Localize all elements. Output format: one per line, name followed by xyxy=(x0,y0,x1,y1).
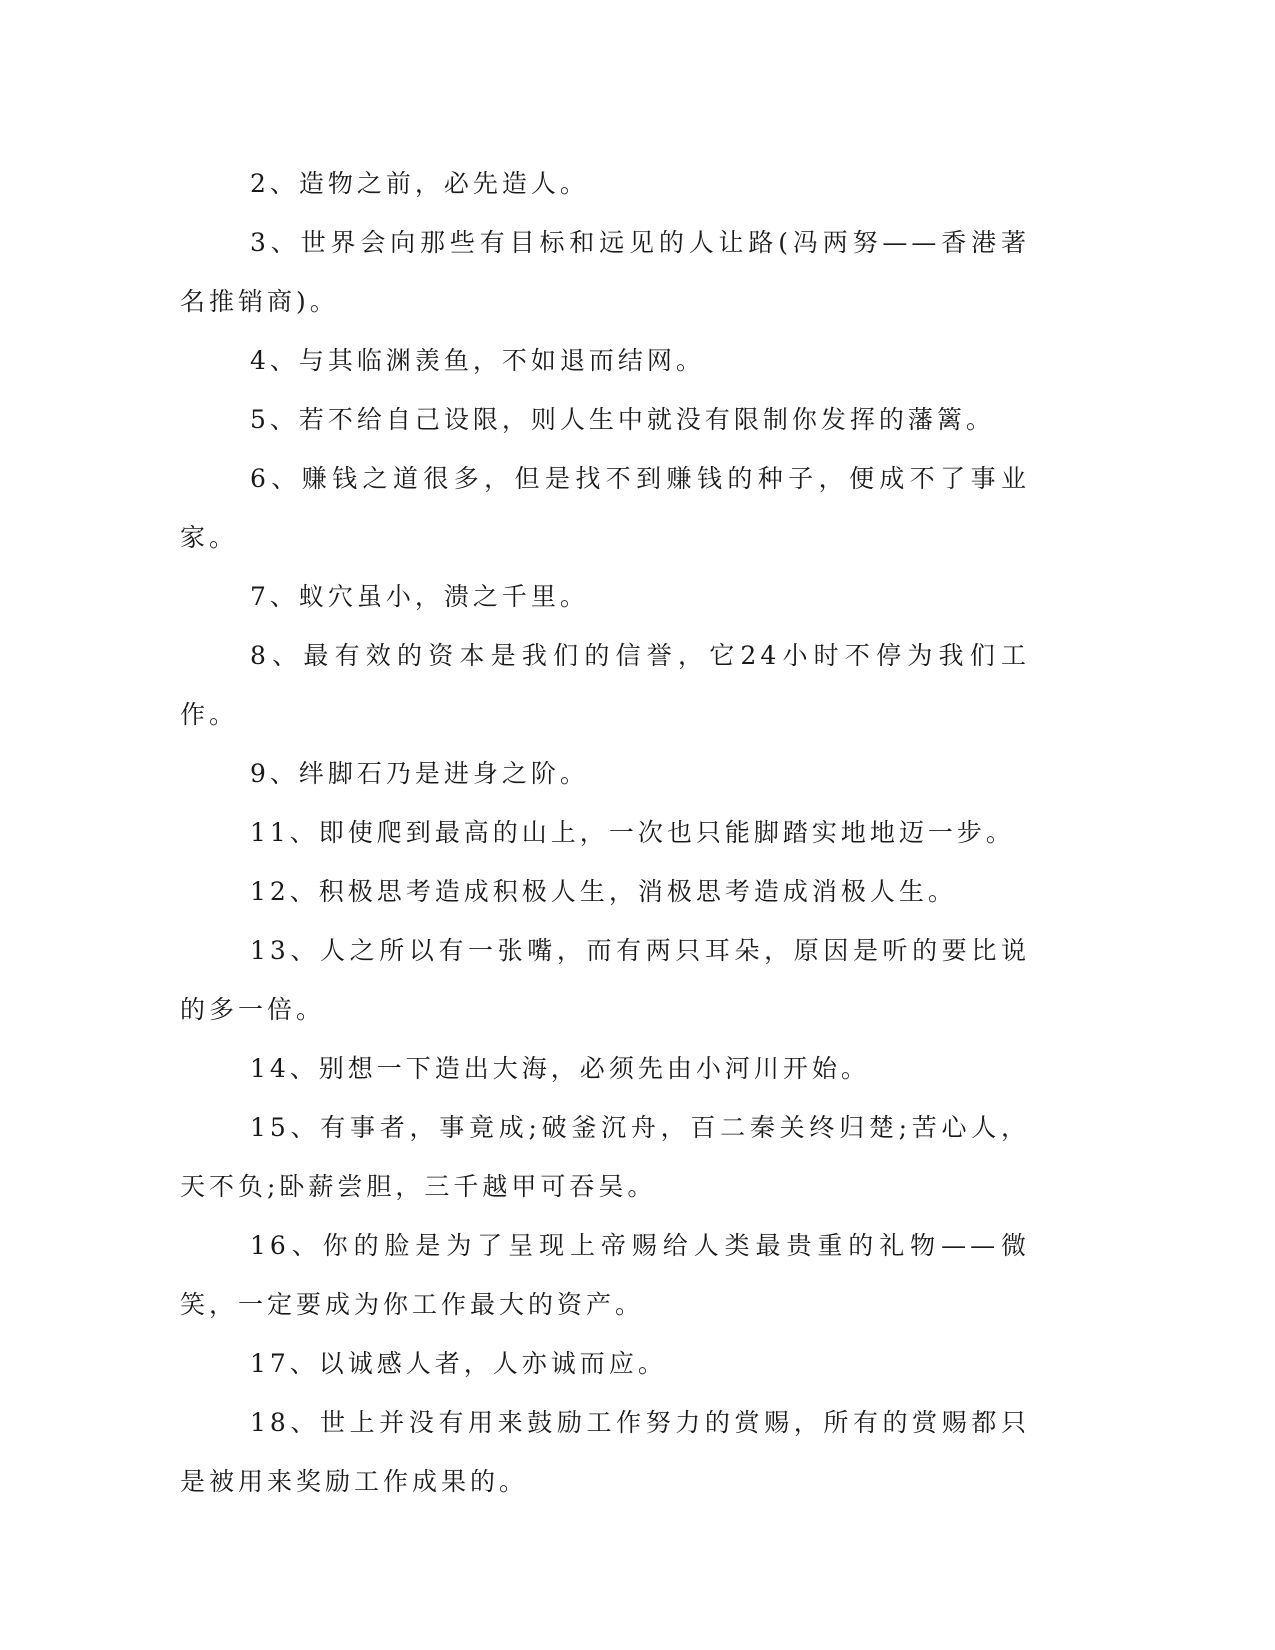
paragraph: 12、积极思考造成积极人生，消极思考造成消极人生。 xyxy=(250,877,957,906)
paragraph: 3、世界会向那些有目标和远见的人让路(冯两努——香港著名推销商)。 xyxy=(180,228,1030,316)
document-body xyxy=(180,154,1030,1511)
paragraph: 11、即使爬到最高的山上，一次也只能脚踏实地地迈一步。 xyxy=(250,818,1015,847)
paragraph: 14、别想一下造出大海，必须先由小河川开始。 xyxy=(250,1054,870,1083)
paragraph: 9、绊脚石乃是进身之阶。 xyxy=(250,759,589,788)
paragraph: 18、世上并没有用来鼓励工作努力的赏赐，所有的赏赐都只是被用来奖励工作成果的。 xyxy=(180,1408,1030,1496)
paragraph: 4、与其临渊羡鱼，不如退而结网。 xyxy=(250,346,705,375)
paragraph: 6、赚钱之道很多，但是找不到赚钱的种子，便成不了事业家。 xyxy=(180,464,1030,552)
paragraph: 15、有事者，事竟成;破釜沉舟，百二秦关终归楚;苦心人，天不负;卧薪尝胆，三千越甲可吞吴。 xyxy=(180,1113,1030,1201)
paragraph: 13、人之所以有一张嘴，而有两只耳朵，原因是听的要比说的多一倍。 xyxy=(180,936,1030,1024)
paragraph: 16、你的脸是为了呈现上帝赐给人类最贵重的礼物——微笑，一定要成为你工作最大的资产。 xyxy=(180,1231,1030,1319)
paragraph: 2、造物之前，必先造人。 xyxy=(250,169,589,198)
paragraph: 8、最有效的资本是我们的信誉，它24小时不停为我们工作。 xyxy=(180,641,1030,729)
paragraph: 17、以诚感人者，人亦诚而应。 xyxy=(250,1349,667,1378)
paragraph: 7、蚁穴虽小，溃之千里。 xyxy=(250,582,589,611)
paragraph: 5、若不给自己设限，则人生中就没有限制你发挥的藩篱。 xyxy=(250,405,995,434)
